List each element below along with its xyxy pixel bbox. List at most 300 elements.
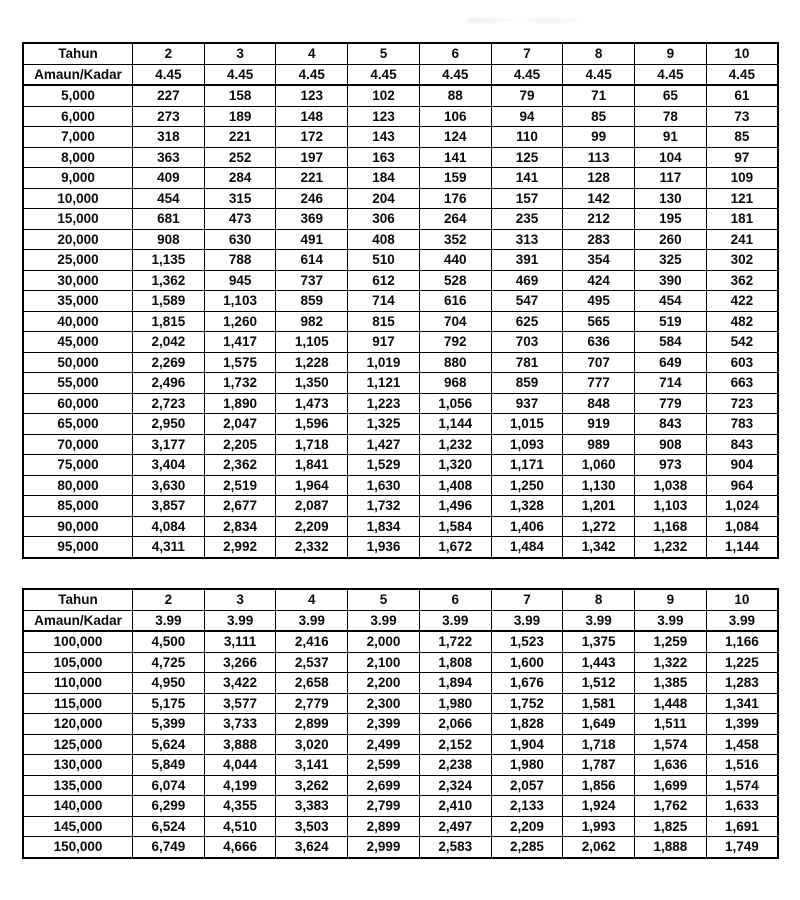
value-cell: 3.99: [133, 610, 205, 631]
value-cell: 273: [133, 106, 205, 127]
value-cell: 1,856: [563, 775, 635, 796]
value-cell: 1,250: [491, 475, 563, 496]
value-cell: 1,732: [204, 373, 276, 394]
value-cell: 260: [635, 229, 707, 250]
value-cell: 1,828: [491, 714, 563, 735]
value-cell: 2,209: [491, 816, 563, 837]
value-cell: 1,232: [635, 537, 707, 558]
value-cell: 235: [491, 209, 563, 230]
value-cell: 519: [635, 311, 707, 332]
value-cell: 143: [348, 127, 420, 148]
value-cell: 1,408: [419, 475, 491, 496]
value-cell: 2,300: [348, 693, 420, 714]
row-label-cell: 95,000: [23, 537, 133, 558]
value-cell: 104: [635, 147, 707, 168]
table-row: [23, 652, 778, 673]
value-cell: 714: [635, 373, 707, 394]
value-cell: 4,725: [133, 652, 205, 673]
value-cell: 1,283: [706, 673, 778, 694]
value-cell: 5: [348, 589, 420, 610]
value-cell: 4,500: [133, 631, 205, 652]
row-label-cell: 20,000: [23, 229, 133, 250]
value-cell: 2,200: [348, 673, 420, 694]
value-cell: 2,100: [348, 652, 420, 673]
value-cell: 363: [133, 147, 205, 168]
value-cell: 4.45: [419, 64, 491, 85]
value-cell: 584: [635, 332, 707, 353]
value-cell: 2,066: [419, 714, 491, 735]
value-cell: 3,422: [204, 673, 276, 694]
table-row: [23, 85, 778, 106]
value-cell: 1,574: [706, 775, 778, 796]
value-cell: 94: [491, 106, 563, 127]
row-label-cell: 115,000: [23, 693, 133, 714]
value-cell: 1,718: [563, 734, 635, 755]
value-cell: 227: [133, 85, 205, 106]
value-cell: 1,320: [419, 455, 491, 476]
value-cell: 788: [204, 250, 276, 271]
value-cell: 565: [563, 311, 635, 332]
value-cell: 612: [348, 270, 420, 291]
value-cell: 2: [133, 589, 205, 610]
value-cell: 904: [706, 455, 778, 476]
value-cell: 1,924: [563, 796, 635, 817]
value-cell: 172: [276, 127, 348, 148]
row-label-cell: 30,000: [23, 270, 133, 291]
value-cell: 315: [204, 188, 276, 209]
value-cell: 85: [706, 127, 778, 148]
value-cell: 195: [635, 209, 707, 230]
value-cell: 3,733: [204, 714, 276, 735]
value-cell: 777: [563, 373, 635, 394]
value-cell: 707: [563, 352, 635, 373]
value-cell: 2,416: [276, 631, 348, 652]
value-cell: 362: [706, 270, 778, 291]
value-cell: 482: [706, 311, 778, 332]
value-cell: 1,038: [635, 475, 707, 496]
value-cell: 302: [706, 250, 778, 271]
value-cell: 1,496: [419, 496, 491, 517]
value-cell: 783: [706, 414, 778, 435]
value-cell: 102: [348, 85, 420, 106]
row-label-cell: 130,000: [23, 755, 133, 776]
table-row: [23, 229, 778, 250]
value-cell: 815: [348, 311, 420, 332]
value-cell: 2,779: [276, 693, 348, 714]
value-cell: 408: [348, 229, 420, 250]
row-label-cell: 9,000: [23, 168, 133, 189]
value-cell: 1,636: [635, 755, 707, 776]
row-label-cell: 125,000: [23, 734, 133, 755]
value-cell: 1,093: [491, 434, 563, 455]
value-cell: 1,808: [419, 652, 491, 673]
value-cell: 1,596: [276, 414, 348, 435]
row-label-cell: 8,000: [23, 147, 133, 168]
value-cell: 221: [204, 127, 276, 148]
value-cell: 1,260: [204, 311, 276, 332]
value-cell: 3,266: [204, 652, 276, 673]
value-cell: 2,047: [204, 414, 276, 435]
value-cell: 4.45: [491, 64, 563, 85]
value-cell: 390: [635, 270, 707, 291]
value-cell: 142: [563, 188, 635, 209]
value-cell: 908: [133, 229, 205, 250]
value-cell: 3.99: [276, 610, 348, 631]
table-rate-row: [23, 64, 778, 85]
value-cell: 1,815: [133, 311, 205, 332]
value-cell: 973: [635, 455, 707, 476]
value-cell: 4,044: [204, 755, 276, 776]
value-cell: 1,511: [635, 714, 707, 735]
value-cell: 469: [491, 270, 563, 291]
value-cell: 1,980: [491, 755, 563, 776]
table-row: [23, 393, 778, 414]
value-cell: 964: [706, 475, 778, 496]
value-cell: 1,406: [491, 516, 563, 537]
row-label-cell: 80,000: [23, 475, 133, 496]
value-cell: 1,512: [563, 673, 635, 694]
value-cell: 10: [706, 43, 778, 64]
value-cell: 1,322: [635, 652, 707, 673]
value-cell: 2,362: [204, 455, 276, 476]
table-row: [23, 693, 778, 714]
table-row: [23, 291, 778, 312]
value-cell: 1,056: [419, 393, 491, 414]
table-row: [23, 496, 778, 517]
value-cell: 2,332: [276, 537, 348, 558]
value-cell: 1,103: [635, 496, 707, 517]
value-cell: 1,325: [348, 414, 420, 435]
value-cell: 1,825: [635, 816, 707, 837]
value-cell: 2,062: [563, 837, 635, 858]
value-cell: 919: [563, 414, 635, 435]
value-cell: 4.45: [635, 64, 707, 85]
row-label-cell: Tahun: [23, 589, 133, 610]
value-cell: 510: [348, 250, 420, 271]
value-cell: 2,152: [419, 734, 491, 755]
value-cell: 614: [276, 250, 348, 271]
value-cell: 3,577: [204, 693, 276, 714]
value-cell: 99: [563, 127, 635, 148]
value-cell: 880: [419, 352, 491, 373]
table-row: [23, 516, 778, 537]
row-label-cell: 45,000: [23, 332, 133, 353]
value-cell: 97: [706, 147, 778, 168]
value-cell: 352: [419, 229, 491, 250]
value-cell: 117: [635, 168, 707, 189]
value-cell: 4.45: [276, 64, 348, 85]
row-label-cell: 135,000: [23, 775, 133, 796]
table-row: [23, 106, 778, 127]
value-cell: 354: [563, 250, 635, 271]
value-cell: 6,524: [133, 816, 205, 837]
row-label-cell: 60,000: [23, 393, 133, 414]
value-cell: 422: [706, 291, 778, 312]
value-cell: 663: [706, 373, 778, 394]
value-cell: 1,980: [419, 693, 491, 714]
value-cell: 625: [491, 311, 563, 332]
value-cell: 189: [204, 106, 276, 127]
value-cell: 1,084: [706, 516, 778, 537]
table-row: [23, 311, 778, 332]
value-cell: 2,238: [419, 755, 491, 776]
value-cell: 5: [348, 43, 420, 64]
value-cell: 1,993: [563, 816, 635, 837]
row-label-cell: 90,000: [23, 516, 133, 537]
table-rate-row: [23, 610, 778, 631]
value-cell: 3.99: [706, 610, 778, 631]
value-cell: 283: [563, 229, 635, 250]
value-cell: 109: [706, 168, 778, 189]
value-cell: 2,899: [348, 816, 420, 837]
value-cell: 1,375: [563, 631, 635, 652]
value-cell: 88: [419, 85, 491, 106]
value-cell: 3,111: [204, 631, 276, 652]
value-cell: 2,057: [491, 775, 563, 796]
value-cell: 4.45: [563, 64, 635, 85]
value-cell: 4,950: [133, 673, 205, 694]
table-row: [23, 414, 778, 435]
value-cell: 3,020: [276, 734, 348, 755]
value-cell: 1,328: [491, 496, 563, 517]
value-cell: 1,834: [348, 516, 420, 537]
value-cell: 10: [706, 589, 778, 610]
value-cell: 917: [348, 332, 420, 353]
value-cell: 989: [563, 434, 635, 455]
value-cell: 616: [419, 291, 491, 312]
value-cell: 1,201: [563, 496, 635, 517]
table-row: [23, 188, 778, 209]
table-row: [23, 352, 778, 373]
value-cell: 2,723: [133, 393, 205, 414]
value-cell: 1,443: [563, 652, 635, 673]
value-cell: 1,225: [706, 652, 778, 673]
row-label-cell: 140,000: [23, 796, 133, 817]
value-cell: 2,799: [348, 796, 420, 817]
value-cell: 1,841: [276, 455, 348, 476]
value-cell: 2,324: [419, 775, 491, 796]
value-cell: 4: [276, 589, 348, 610]
value-cell: 542: [706, 332, 778, 353]
value-cell: 91: [635, 127, 707, 148]
scan-smudge-artifact: [468, 18, 588, 23]
value-cell: 148: [276, 106, 348, 127]
table-row: [23, 734, 778, 755]
value-cell: 130: [635, 188, 707, 209]
value-cell: 1,272: [563, 516, 635, 537]
value-cell: 163: [348, 147, 420, 168]
value-cell: 2,658: [276, 673, 348, 694]
value-cell: 704: [419, 311, 491, 332]
value-cell: 2,000: [348, 631, 420, 652]
value-cell: 1,691: [706, 816, 778, 837]
value-cell: 264: [419, 209, 491, 230]
value-cell: 325: [635, 250, 707, 271]
value-cell: 1,584: [419, 516, 491, 537]
value-cell: 1,458: [706, 734, 778, 755]
table-row: [23, 714, 778, 735]
value-cell: 2,699: [348, 775, 420, 796]
value-cell: 2,499: [348, 734, 420, 755]
repayment-table-rate-4-45: [22, 42, 779, 559]
row-label-cell: 100,000: [23, 631, 133, 652]
value-cell: 714: [348, 291, 420, 312]
value-cell: 1,630: [348, 475, 420, 496]
value-cell: 241: [706, 229, 778, 250]
table-row: [23, 373, 778, 394]
value-cell: 630: [204, 229, 276, 250]
value-cell: 1,575: [204, 352, 276, 373]
table-row: [23, 837, 778, 858]
value-cell: 8: [563, 589, 635, 610]
value-cell: 703: [491, 332, 563, 353]
value-cell: 681: [133, 209, 205, 230]
value-cell: 184: [348, 168, 420, 189]
value-cell: 1,259: [635, 631, 707, 652]
value-cell: 3.99: [348, 610, 420, 631]
value-cell: 5,175: [133, 693, 205, 714]
value-cell: 4,311: [133, 537, 205, 558]
value-cell: 737: [276, 270, 348, 291]
value-cell: 176: [419, 188, 491, 209]
value-cell: 1,024: [706, 496, 778, 517]
value-cell: 779: [635, 393, 707, 414]
value-cell: 3,857: [133, 496, 205, 517]
value-cell: 158: [204, 85, 276, 106]
value-cell: 123: [348, 106, 420, 127]
value-cell: 78: [635, 106, 707, 127]
value-cell: 2,087: [276, 496, 348, 517]
table-row: [23, 796, 778, 817]
value-cell: 4,199: [204, 775, 276, 796]
value-cell: 649: [635, 352, 707, 373]
value-cell: 454: [133, 188, 205, 209]
value-cell: 6,299: [133, 796, 205, 817]
value-cell: 1,581: [563, 693, 635, 714]
value-cell: 491: [276, 229, 348, 250]
row-label-cell: 75,000: [23, 455, 133, 476]
value-cell: 424: [563, 270, 635, 291]
value-cell: 3,262: [276, 775, 348, 796]
table-row: [23, 755, 778, 776]
value-cell: 1,752: [491, 693, 563, 714]
row-label-cell: 150,000: [23, 837, 133, 858]
table-row: [23, 537, 778, 558]
row-label-cell: 85,000: [23, 496, 133, 517]
value-cell: 1,232: [419, 434, 491, 455]
value-cell: 1,103: [204, 291, 276, 312]
row-label-cell: 70,000: [23, 434, 133, 455]
value-cell: 1,350: [276, 373, 348, 394]
row-label-cell: 110,000: [23, 673, 133, 694]
value-cell: 6: [419, 43, 491, 64]
value-cell: 128: [563, 168, 635, 189]
value-cell: 4,666: [204, 837, 276, 858]
table-row: [23, 250, 778, 271]
value-cell: 212: [563, 209, 635, 230]
value-cell: 908: [635, 434, 707, 455]
value-cell: 1,964: [276, 475, 348, 496]
value-cell: 2,677: [204, 496, 276, 517]
value-cell: 2,519: [204, 475, 276, 496]
value-cell: 2,209: [276, 516, 348, 537]
value-cell: 391: [491, 250, 563, 271]
value-cell: 4,510: [204, 816, 276, 837]
value-cell: 3,624: [276, 837, 348, 858]
value-cell: 252: [204, 147, 276, 168]
value-cell: 7: [491, 589, 563, 610]
row-label-cell: 6,000: [23, 106, 133, 127]
value-cell: 3: [204, 43, 276, 64]
row-label-cell: 5,000: [23, 85, 133, 106]
row-label-cell: 25,000: [23, 250, 133, 271]
value-cell: 968: [419, 373, 491, 394]
value-cell: 61: [706, 85, 778, 106]
value-cell: 123: [276, 85, 348, 106]
value-cell: 1,676: [491, 673, 563, 694]
value-cell: 3.99: [635, 610, 707, 631]
value-cell: 121: [706, 188, 778, 209]
value-cell: 1,168: [635, 516, 707, 537]
value-cell: 204: [348, 188, 420, 209]
value-cell: 85: [563, 106, 635, 127]
value-cell: 1,341: [706, 693, 778, 714]
value-cell: 141: [491, 168, 563, 189]
value-cell: 473: [204, 209, 276, 230]
value-cell: 792: [419, 332, 491, 353]
value-cell: 2,834: [204, 516, 276, 537]
table-row: [23, 147, 778, 168]
value-cell: 197: [276, 147, 348, 168]
value-cell: 79: [491, 85, 563, 106]
table-row: [23, 434, 778, 455]
value-cell: 1,473: [276, 393, 348, 414]
value-cell: 1,890: [204, 393, 276, 414]
row-label-cell: 10,000: [23, 188, 133, 209]
value-cell: 141: [419, 147, 491, 168]
value-cell: 9: [635, 589, 707, 610]
value-cell: 1,787: [563, 755, 635, 776]
value-cell: 937: [491, 393, 563, 414]
value-cell: 2,899: [276, 714, 348, 735]
value-cell: 2,999: [348, 837, 420, 858]
value-cell: 2,399: [348, 714, 420, 735]
value-cell: 3.99: [491, 610, 563, 631]
table-row: [23, 209, 778, 230]
table-row: [23, 127, 778, 148]
value-cell: 1,144: [706, 537, 778, 558]
value-cell: 106: [419, 106, 491, 127]
value-cell: 1,342: [563, 537, 635, 558]
value-cell: 3,177: [133, 434, 205, 455]
value-cell: 1,144: [419, 414, 491, 435]
value-cell: 284: [204, 168, 276, 189]
value-cell: 159: [419, 168, 491, 189]
value-cell: 4.45: [204, 64, 276, 85]
value-cell: 1,130: [563, 475, 635, 496]
row-label-cell: 55,000: [23, 373, 133, 394]
table-row: [23, 673, 778, 694]
row-label-cell: Amaun/Kadar: [23, 64, 133, 85]
value-cell: 1,448: [635, 693, 707, 714]
value-cell: 1,223: [348, 393, 420, 414]
table-row: [23, 631, 778, 652]
value-cell: 1,015: [491, 414, 563, 435]
value-cell: 2,992: [204, 537, 276, 558]
row-label-cell: 35,000: [23, 291, 133, 312]
value-cell: 1,633: [706, 796, 778, 817]
value-cell: 495: [563, 291, 635, 312]
